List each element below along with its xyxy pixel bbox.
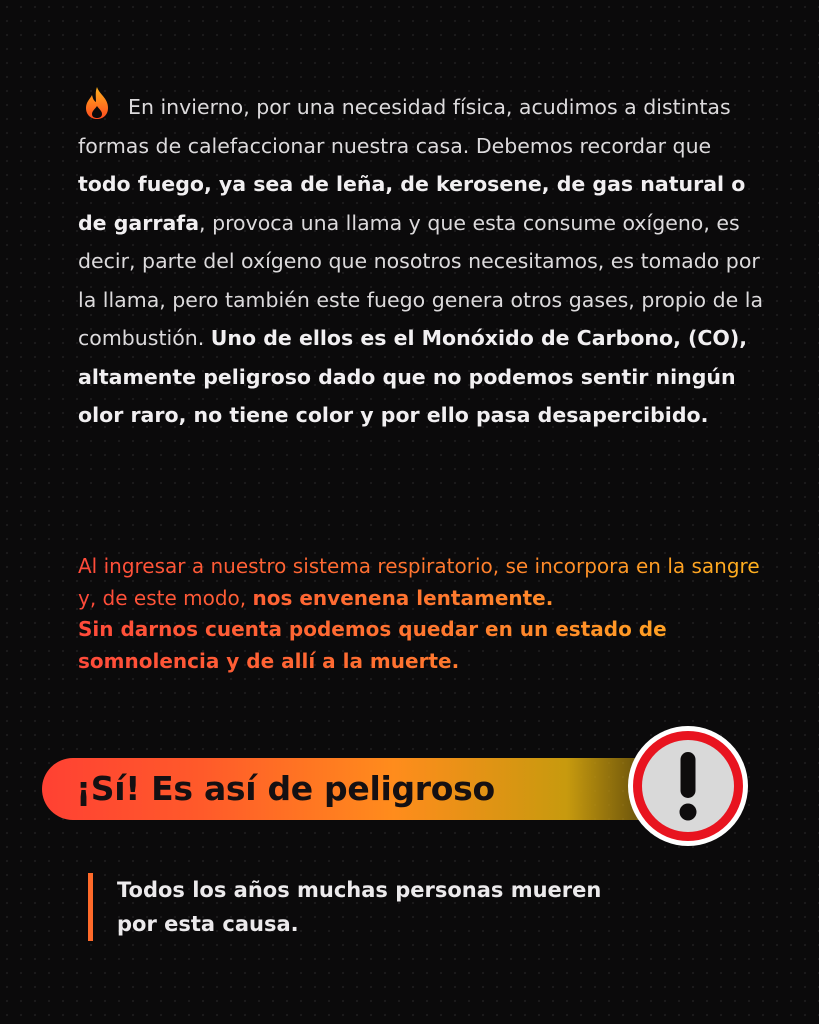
banner-title: ¡Sí! Es así de peligroso — [76, 769, 495, 808]
intro-text-2: , provoca una llama y que esta consume oxígeno, es decir, parte del oxígeno que nosotros necesitamos, es tomado por la llama, pero también este fuego genera otros gases, propio de la combustión. — [78, 210, 764, 350]
quote-text: Todos los años muchas personas mueren por esta causa. — [117, 878, 602, 936]
danger-banner — [42, 758, 682, 820]
warning-bold-2: Sin darnos cuenta podemos quedar en un estado de somnolencia y de allí a la muerte. — [78, 617, 667, 673]
exclamation-alert-icon — [626, 724, 750, 848]
intro-bold-1: todo fuego, ya sea de leña, de kerosene, de gas natural o de garrafa — [78, 172, 746, 235]
warning-text-1: Al ingresar a nuestro sistema respiratorio, se incorpora en la sangre y, de este modo, — [78, 554, 760, 610]
intro-bold-2: Uno de ellos es el Monóxido de Carbono, (CO), altamente peligroso dado que no podemos sentir ningún olor raro, no tiene color y por ello pasa desapercibido. — [78, 326, 748, 427]
quote-block — [88, 873, 648, 941]
intro-text-1: En invierno, por una necesidad física, acudimos a distintas formas de calefaccionar nuestra casa. Debemos recordar que — [78, 95, 731, 158]
warning-paragraph — [78, 551, 768, 677]
flame-icon — [82, 86, 112, 120]
intro-paragraph — [78, 86, 768, 435]
warning-bold-1: nos envenena lentamente. — [252, 585, 554, 610]
